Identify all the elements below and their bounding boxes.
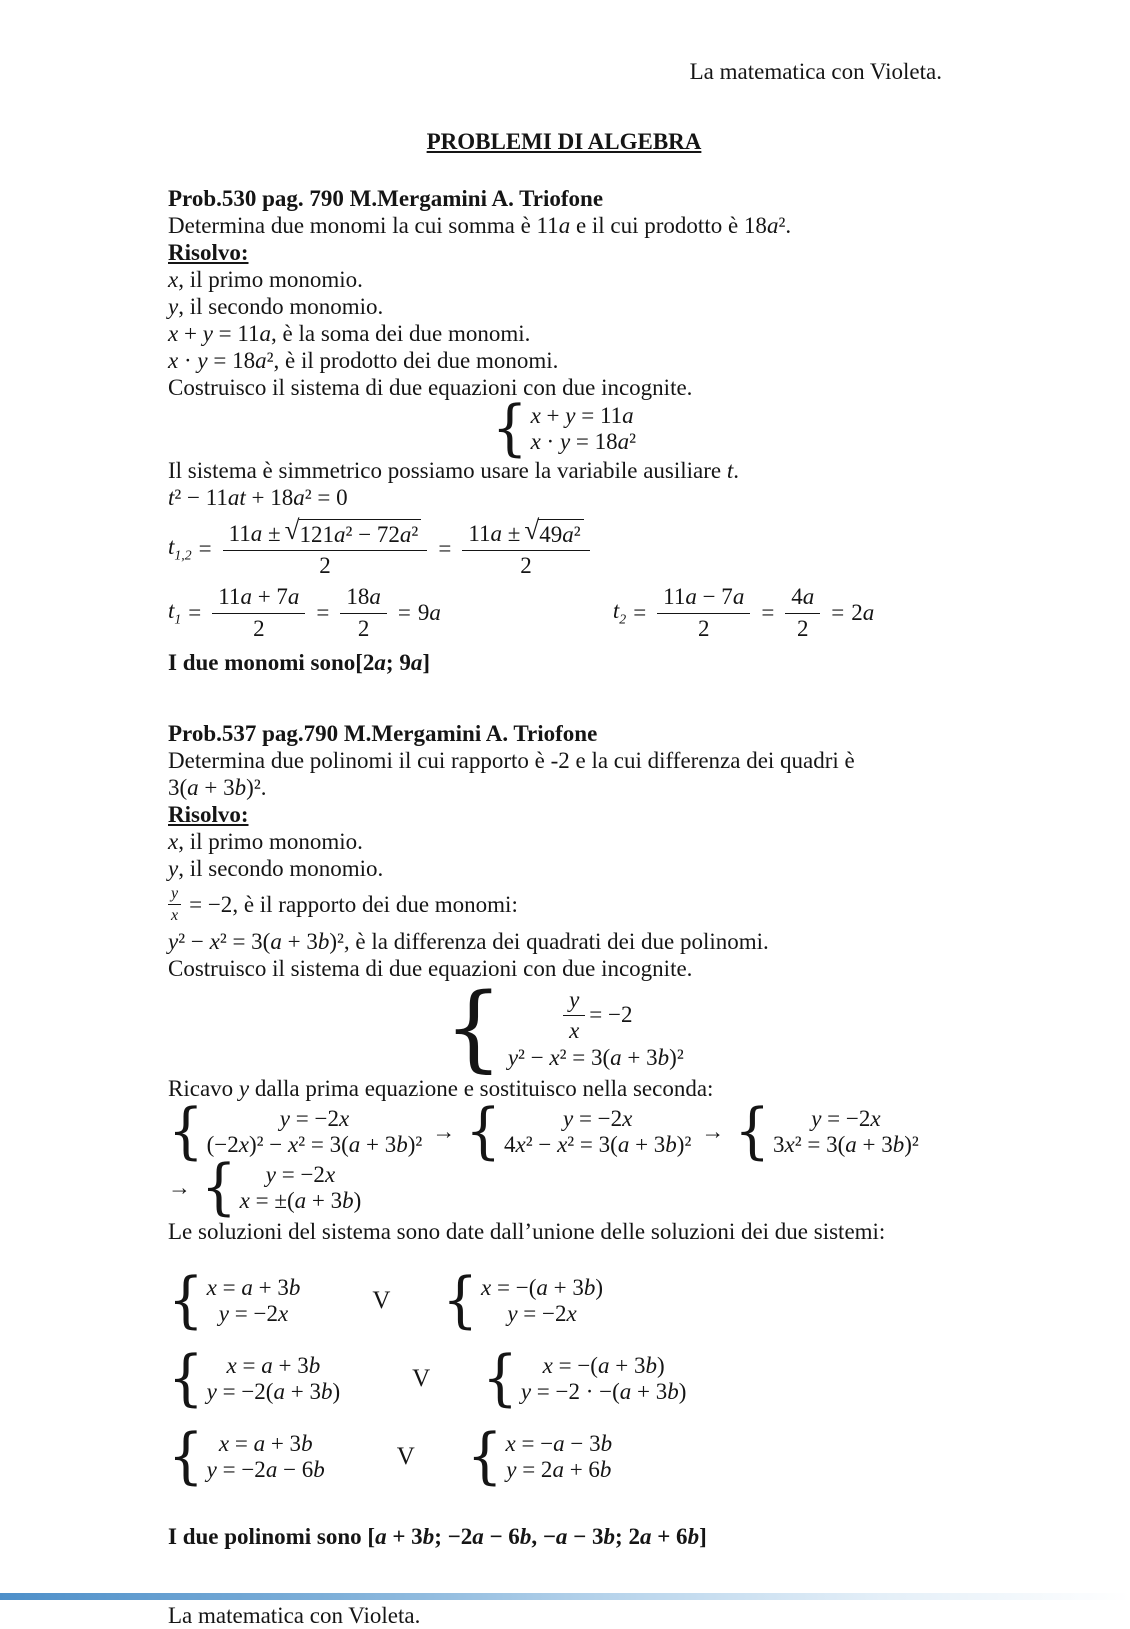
arrow-right: → (432, 1118, 456, 1144)
chain-d-l1: y = −2x (265, 1161, 336, 1187)
t12-base: t (168, 534, 175, 560)
answer-537-value: [a + 3b; −2a − 6b, −a − 3b; 2a + 6b] (367, 1523, 707, 1549)
chain-b-l2: 4x² − x² = 3(a + 3b)² (503, 1131, 692, 1157)
system-537-num: y (563, 986, 585, 1017)
t2-formula (613, 583, 874, 642)
chain-c-l1: y = −2x (811, 1105, 881, 1131)
line-y-def-530: y, il secondo monomio. (168, 294, 384, 319)
t12-den2: 2 (520, 552, 532, 578)
radicand-2: 49a² (538, 519, 583, 549)
system-537-wrap (168, 972, 960, 1082)
pair-2-right-l1: x = −(a + 3b) (542, 1352, 665, 1378)
sqrt-sign: √ (284, 515, 300, 545)
answer-537 (168, 1523, 960, 1550)
pair-2-right (482, 1343, 687, 1414)
chain-c-l2: 3x² = 3(a + 3b)² (773, 1131, 919, 1157)
system-537-den: x (569, 1018, 580, 1044)
line-diff-537: y² − x² = 3(a + 3b)², è la differenza dei quadrati dei due polinomi. (168, 928, 769, 954)
brand-footer: La matematica con Violeta. (168, 1602, 421, 1628)
system-537-eq1-tail: = −2 (589, 1002, 633, 1028)
system-537-eq1 (508, 986, 684, 1045)
problem-530-statement: Determina due monomi la cui somma è 11a e il cui prodotto è 18a². (168, 213, 792, 238)
t12-fraction-1 (223, 515, 428, 579)
answer-530-value: [2a; 9a] (355, 649, 430, 675)
chain-line-2 (168, 1152, 960, 1223)
t1-den1: 2 (253, 615, 265, 641)
t12-num1: 11a ± (228, 520, 281, 546)
answer-530 (168, 649, 960, 676)
radical-1 (284, 515, 422, 549)
chain-system-c (734, 1096, 919, 1167)
system-brace: { (168, 1421, 204, 1492)
t2-fraction-2 (785, 583, 820, 642)
equals-sign: = (633, 599, 647, 625)
system-537-fraction (563, 986, 585, 1045)
or-symbol: V (396, 1442, 415, 1470)
system-brace: { (734, 1096, 770, 1167)
t2-base: t (612, 598, 620, 624)
line-union-537: Le soluzioni del sistema sono date dall’unione delle soluzioni dei due sistemi: (168, 1218, 886, 1244)
chain-system-d (201, 1152, 362, 1223)
equals-sign: = (188, 599, 202, 625)
t12-num2: 11a ± (468, 520, 521, 546)
chain-system-b (465, 1096, 692, 1167)
pair-3-left (168, 1421, 325, 1492)
system-brace: { (466, 1421, 503, 1492)
ratio-fraction (168, 884, 181, 925)
radical-2 (524, 515, 583, 549)
line-derive-537: Ricavo y dalla prima equazione e sostituisco nella seconda: (168, 1075, 714, 1101)
equals-sign: = (397, 599, 411, 625)
t1-num1: 11a + 7a (218, 584, 300, 610)
line-x-def-530: x, il primo monomio. (168, 267, 363, 292)
t12-subscript: 1,2 (174, 547, 192, 563)
pair-1-left-l1: x = a + 3b (206, 1274, 301, 1300)
t1-result: 9a (417, 599, 441, 625)
brand-header: La matematica con Violeta. (689, 59, 942, 84)
system-brace: { (442, 1265, 479, 1336)
problem-537-heading: Prob.537 pag.790 M.Mergamini A. Triofone (168, 720, 598, 746)
solution-pair-2 (168, 1343, 960, 1414)
pair-3-left-l2: y = −2a − 6b (206, 1456, 325, 1482)
system-brace: { (201, 1152, 237, 1223)
equals-sign: = (761, 599, 775, 625)
ratio-equation: = −2 (189, 891, 233, 917)
equals-sign: = (316, 599, 330, 625)
problem-530-section (168, 185, 960, 676)
pair-1-right-l1: x = −(a + 3b) (481, 1274, 604, 1300)
radicand-1: 121a² − 72a² (299, 519, 422, 549)
system-brace: { (168, 1265, 204, 1336)
pair-1-left-l2: y = −2x (218, 1300, 289, 1326)
chain-a-l2: (−2x)² − x² = 3(a + 3b)² (206, 1131, 423, 1157)
pair-2-left-l2: y = −2(a + 3b) (206, 1378, 341, 1404)
line-build-530: Costruisco il sistema di due equazioni con due incognite. (168, 375, 693, 400)
line-x-def-537: x, il primo monomio. (168, 828, 363, 854)
pair-2-left-l1: x = a + 3b (226, 1352, 321, 1378)
t1-formula (168, 583, 441, 642)
system-brace: { (491, 393, 528, 464)
t1-fraction-1 (212, 583, 305, 642)
t-roots-line (168, 583, 960, 642)
system-530-eq1: x + y = 11a (530, 403, 634, 428)
pair-2-right-l2: y = −2 · −(a + 3b) (520, 1378, 687, 1404)
system-brace: { (168, 1343, 204, 1414)
solution-pair-1 (168, 1265, 960, 1336)
equals-sign: = (438, 536, 452, 562)
system-530-wrap (168, 393, 960, 464)
t12-fraction-2 (462, 515, 589, 579)
system-brace: { (444, 972, 503, 1082)
equals-sign: = (831, 599, 845, 625)
line-quadratic-530: t² − 11at + 18a² = 0 (168, 485, 348, 510)
ratio-den: x (171, 906, 179, 924)
t2-num2: 4a (791, 584, 815, 610)
line-product-530: x · y = 18a², è il prodotto dei due monomi. (168, 348, 559, 373)
t2-fraction-1 (657, 583, 750, 642)
pair-1-left (168, 1265, 301, 1336)
system-530 (491, 393, 637, 464)
problem-537-statement-2: 3(a + 3b)². (168, 774, 267, 800)
or-symbol: V (412, 1364, 431, 1392)
line-symmetric-530: Il sistema è simmetrico possiamo usare la variabile ausiliare t. (168, 458, 739, 483)
system-brace: { (168, 1096, 204, 1167)
t2-result: 2a (851, 599, 875, 625)
answer-537-label: I due polinomi sono (168, 1523, 368, 1549)
line-y-def-537: y, il secondo monomio. (168, 855, 384, 881)
system-537-eq2: y² − x² = 3(a + 3b)² (507, 1044, 684, 1070)
chain-d-l2: x = ±(a + 3b) (239, 1187, 362, 1213)
answer-530-label: I due monomi sono (168, 649, 356, 675)
page-title: PROBLEMI DI ALGEBRA (426, 129, 702, 154)
pair-1-right (442, 1265, 604, 1336)
line-build-537: Costruisco il sistema di due equazioni con due incognite. (168, 955, 693, 981)
t1-base: t (168, 598, 175, 624)
t2-num1: 11a − 7a (663, 584, 745, 610)
t12-formula (168, 515, 960, 579)
t1-subscript: 1 (174, 611, 182, 627)
system-brace: { (465, 1096, 501, 1167)
problem-530-heading: Prob.530 pag. 790 M.Mergamini A. Triofone (168, 186, 604, 211)
chain-b-l1: y = −2x (562, 1105, 633, 1131)
system-537 (444, 972, 684, 1082)
t2-subscript: 2 (619, 611, 627, 627)
t1-fraction-2 (340, 583, 387, 642)
t1-num2: 18a (346, 584, 381, 610)
chain-system-a (168, 1096, 423, 1167)
problem-537-statement-1: Determina due polinomi il cui rapporto è -2 e la cui differenza dei quadri è (168, 747, 855, 773)
t12-den1: 2 (319, 552, 331, 578)
ratio-num: y (168, 884, 181, 905)
t1-den2: 2 (357, 615, 370, 641)
pair-1-right-l2: y = −2x (507, 1300, 577, 1326)
system-brace: { (482, 1343, 518, 1414)
t2-den1: 2 (697, 615, 710, 641)
pair-3-right (466, 1421, 613, 1492)
pair-2-left (168, 1343, 341, 1414)
problem-537-section (168, 720, 960, 1550)
bottom-accent-bar (0, 1593, 1130, 1600)
ratio-line (168, 882, 960, 928)
system-530-eq2: x · y = 18a² (530, 429, 637, 454)
line-sum-530: x + y = 11a, è la soma dei due monomi. (168, 321, 531, 346)
pair-3-right-l1: x = −a − 3b (505, 1430, 613, 1456)
ratio-text: , è il rapporto dei due monomi: (232, 891, 518, 917)
chain-a-l1: y = −2x (279, 1105, 350, 1131)
pair-3-right-l2: y = 2a + 6b (506, 1456, 612, 1482)
t2-den2: 2 (797, 615, 809, 641)
sqrt-sign: √ (524, 515, 540, 545)
arrow-right: → (168, 1174, 191, 1200)
equals-sign: = (198, 536, 212, 562)
or-symbol: V (372, 1286, 391, 1314)
risolvo-label-537: Risolvo: (168, 801, 249, 827)
chain-line-1 (168, 1096, 960, 1167)
arrow-right: → (701, 1118, 725, 1144)
pair-3-left-l1: x = a + 3b (218, 1430, 313, 1456)
solution-pair-3 (168, 1421, 960, 1492)
risolvo-label-530: Risolvo: (168, 240, 249, 265)
